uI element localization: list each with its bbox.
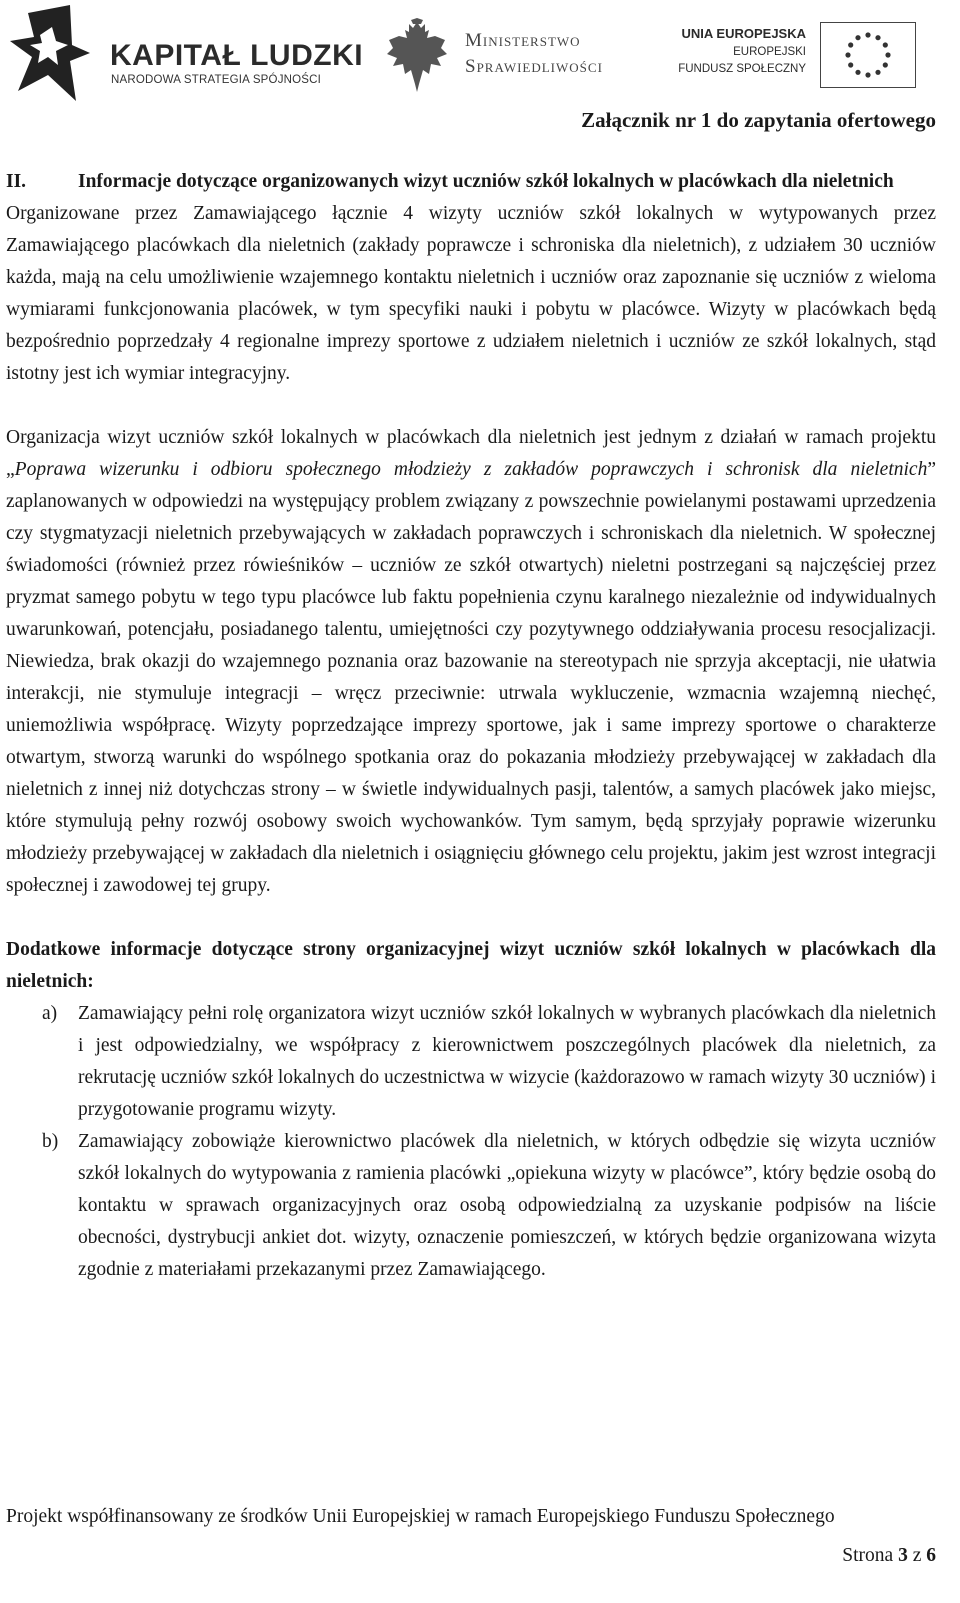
- annex-title: Załącznik nr 1 do zapytania ofertowego: [581, 108, 936, 132]
- ministry-name-line1: Ministerstwo: [465, 30, 581, 51]
- list-item-marker: b): [42, 1131, 59, 1152]
- page-of-label: z: [912, 1545, 922, 1566]
- eu-fund-label-line1: EUROPEJSKI: [733, 46, 806, 58]
- page-label: Strona: [842, 1545, 894, 1566]
- footer-cofinancing-note: Projekt współfinansowany ze środków Unii Europejskiej w ramach Europejskiego Funduszu Społecznego: [6, 1506, 835, 1527]
- additional-info-heading: Dodatkowe informacje dotyczące strony organizacyjnej wizyt uczniów szkół lokalnych w placówkach dla nieletnich:: [6, 939, 936, 992]
- section-heading: [6, 166, 936, 198]
- list-item-marker: a): [42, 1003, 58, 1024]
- eu-union-label: UNIA EUROPEJSKA: [681, 26, 806, 41]
- paragraph-spacer: [6, 390, 936, 422]
- section-paragraph-1: Organizowane przez Zamawiającego łącznie 4 wizyty uczniów szkół lokalnych w wytypowanych przez Zamawiającego placówkach dla nieletnich (zakłady poprawcze i schroniska dla nieletnich), z udziałem 30 uczniów każda, mają na celu umożliwienie wzajemnego kontaktu nieletnich i uczniów oraz zapoznanie się uczniów z wieloma wymiarami funkcjonowania placówek, w tym specyfiki nauki i pobytu w placówce. Wizyty w placówkach będą bezpośrednio poprzedzały 4 regionalne imprezy sportowe z udziałem nieletnich i uczniów ze szkół lokalnych, stąd istotny jest ich wymiar integracyjny.: [6, 203, 936, 384]
- eu-logo: [678, 20, 934, 90]
- section-number: II.: [6, 171, 27, 192]
- page-total: 6: [926, 1545, 936, 1566]
- kapital-ludzki-emblem-icon: [10, 5, 100, 105]
- section-paragraph-2: [6, 422, 936, 902]
- paragraph-2-intro: Organizacja wizyt uczniów szkół lokalnych w placówkach dla nieletnich jest jednym z działań w ramach projektu „: [6, 427, 936, 480]
- polish-eagle-icon: [385, 18, 449, 94]
- list-item: [6, 998, 936, 1126]
- eu-fund-label-line2: FUNDUSZ SPOŁECZNY: [678, 63, 806, 75]
- additional-info-list: [6, 998, 936, 1286]
- list-item-text: Zamawiający zobowiąże kierownictwo placówek dla nieletnich, w których odbędzie się wizyta uczniów szkół lokalnych do wytypowania z ramienia placówki „opiekuna wizyty w placówce”, który będzie osobą do kontaktu w sprawach organizacyjnych oraz osobą odpowiedzialną za uzyskanie podpisów na liście obecności, dystrybucji ankiet dot. wizyty, oznaczenie pomieszczeń, w których będzie organizowana wizyta zgodnie z materiałami przekazanymi przez Zamawiającego.: [78, 1131, 936, 1280]
- ministry-name-line2: Sprawiedliwości: [465, 56, 603, 77]
- eu-flag-icon: [820, 22, 916, 88]
- ministry-logo: [385, 18, 645, 98]
- header-logos: [0, 0, 960, 110]
- paragraph-spacer: [6, 902, 936, 934]
- list-item: [6, 1126, 936, 1286]
- paragraph-2-body: ” zaplanowanych w odpowiedzi na występujący problem związany z powszechnie powielanymi postawami uprzedzenia czy stygmatyzacji nieletnich przebywających w zakładach poprawczych i schroniskach dla nieletnich. W społecznej świadomości (również przez rówieśników – uczniów ze szkół otwartych) nieletni postrzegani są najczęściej przez pryzmat samego pobytu w tego typu placówce lub faktu popełnienia czynu karalnego niezależnie od indywidualnych uwarunkowań, potencjału, posiadanego talentu, umiejętności czy pozytywnego oddziaływania procesu resocjalizacji. Niewiedza, brak okazji do wzajemnego poznania oraz bazowanie na stereotypach nie sprzyja akceptacji, nie ułatwia interakcji, nie stymuluje integracji – wręcz przeciwnie: utrwala wykluczenie, wzmacnia wzajemną niechęć, uniemożliwia współpracę. Wizyty poprzedzające imprezy sportowe, jak i same imprezy sportowe o charakterze otwartym, stworzą warunki do wspólnego spotkania oraz do pokazania młodzieży przebywającej w zakładach dla nieletnich z innej niż dotychczas strony – w świetle indywidualnych pasji, talentów, a samych placówek jako miejsc, które stymulują pełny rozwój osobowy swoich wychowanków. Tym samym, będą sprzyjały poprawie wizerunku młodzieży przebywającej w zakładach dla nieletnich i osiągnięciu głównego celu projektu, jakim jest wzrost integracji społecznej i zawodowej tej grupy.: [6, 459, 936, 896]
- kapital-ludzki-name: KAPITAŁ LUDZKI: [110, 39, 364, 72]
- kapital-ludzki-subtitle: NARODOWA STRATEGIA SPÓJNOŚCI: [111, 74, 322, 86]
- project-title: Poprawa wizerunku i odbioru społecznego młodzieży z zakładów poprawczych i schronisk dla nieletnich: [14, 459, 928, 480]
- kapital-ludzki-logo: [10, 5, 364, 105]
- section-title: Informacje dotyczące organizowanych wizyt uczniów szkół lokalnych w placówkach dla nieletnich: [78, 171, 894, 192]
- page-current: 3: [898, 1545, 908, 1566]
- document-body: [6, 166, 936, 1286]
- page-number: [842, 1545, 936, 1567]
- list-item-text: Zamawiający pełni rolę organizatora wizyt uczniów szkół lokalnych w wybranych placówkach dla nieletnich i jest odpowiedzialny, we współpracy z kierownictwem poszczególnych placówek dla nieletnich, za rekrutację uczniów szkół lokalnych do uczestnictwa w wizycie (każdorazowo w ramach wizyty 30 uczniów) i przygotowanie programu wizyty.: [78, 1003, 936, 1120]
